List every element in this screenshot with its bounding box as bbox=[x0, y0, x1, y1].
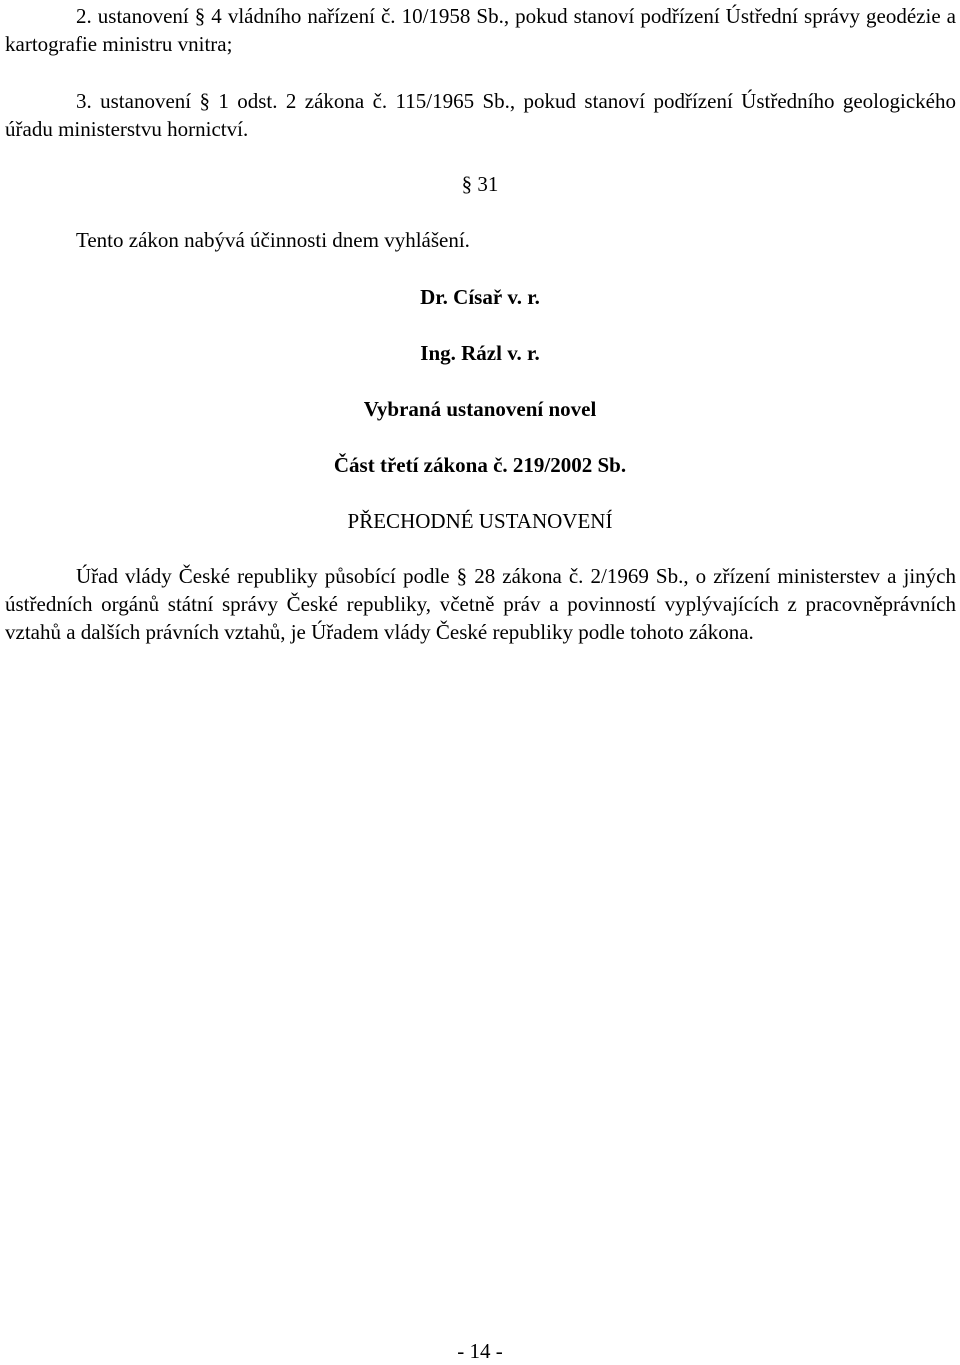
heading-novel: Vybraná ustanovení novel bbox=[363, 397, 597, 421]
heading-part: Část třetí zákona č. 219/2002 Sb. bbox=[333, 453, 627, 477]
heading-transition: PŘECHODNÉ USTANOVENÍ bbox=[347, 509, 613, 533]
section-number: § 31 bbox=[461, 172, 499, 196]
list-item-2: 2. ustanovení § 4 vládního nařízení č. 10/1958 Sb., pokud stanoví podřízení Ústřední správy geodézie a kartografie ministru vnitra; bbox=[5, 4, 956, 56]
page-number: - 14 - bbox=[457, 1339, 503, 1363]
list-item-3: 3. ustanovení § 1 odst. 2 zákona č. 115/1965 Sb., pokud stanoví podřízení Ústředního geologického úřadu ministerstvu hornictví. bbox=[5, 89, 956, 141]
transition-text: Úřad vlády České republiky působící podle § 28 zákona č. 2/1969 Sb., o zřízení ministerstev a jiných ústředních orgánů státní správy České republiky, včetně práv a povinností vyplývajících z pracovněprávních vztahů a dalších právních vztahů, je Úřadem vlády České republiky podle tohoto zákona. bbox=[5, 564, 956, 644]
section-text: Tento zákon nabývá účinnosti dnem vyhlášení. bbox=[76, 228, 470, 252]
signature-1: Dr. Císař v. r. bbox=[420, 285, 540, 309]
signature-2: Ing. Rázl v. r. bbox=[420, 341, 540, 365]
